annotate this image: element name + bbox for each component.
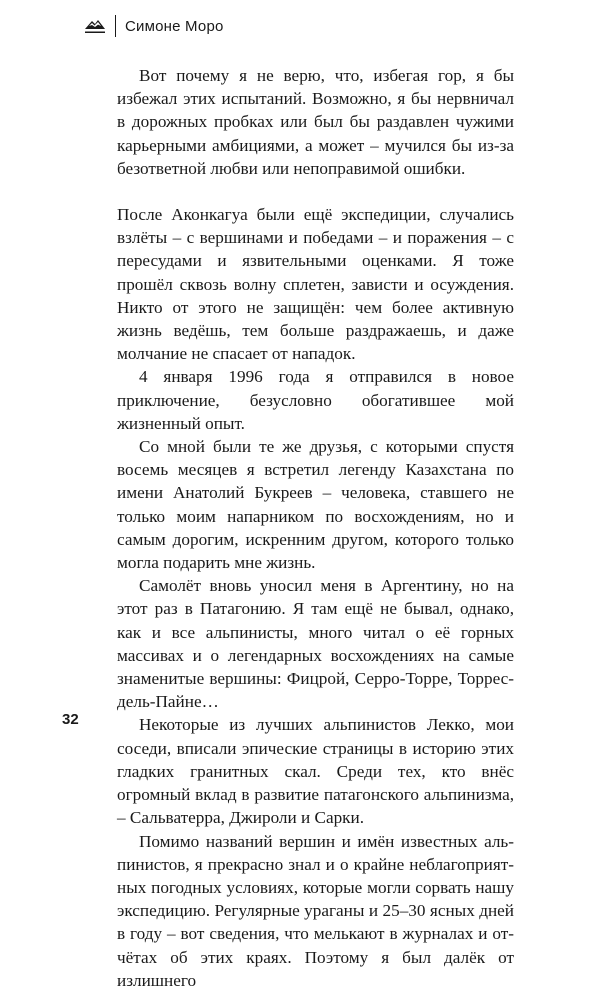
paragraph: Некоторые из лучших альпинистов Лекко, мои соседи, вписали эпические страницы в историю этих гладких гранитных скал. Среди тех, кто внёс огромный вклад в развитие патагонского альпинизма, – Сальватерра, Джироли и Сарки.	[117, 715, 514, 828]
paragraph: Со мной были те же друзья, с которыми спустя восемь месяцев я встретил легенду Казахстана по имени Анатолий Букреев – человека, ставшего не только моим напарником по восхождениям, но и самым дорогим, искренним другом, которого только могла подарить мне жизнь.	[117, 437, 514, 573]
section-break	[117, 180, 514, 203]
paragraph: После Аконкагуа были ещё экспедиции, случались взлёты – с вершинами и победами – и поражения – с пересудами и язвительными оценками. Я тоже прошёл сквозь волну сплетен, зависти и осуждения. Никто от этого не защищён: чем более активную жизнь ведёшь, тем больше раздражаешь, и даже молчание не спасает от нападок.	[117, 205, 514, 364]
mountain-logo-icon	[84, 16, 106, 36]
paragraph: 4 января 1996 года я отправился в новое приключение, безусловно обогатившее мой жизненный опыт.	[117, 367, 514, 433]
author-name: Симоне Моро	[125, 17, 224, 35]
page-body	[117, 64, 514, 992]
header-divider	[115, 15, 116, 37]
paragraph: Самолёт вновь уносил меня в Аргентину, но на этот раз в Патагонию. Я там ещё не бывал, однако, как и все альпинисты, много читал о её горных массивах и о легендарных восхождениях на самые знаменитые вершины: Фицрой, Серро-Торре, Торрес-дель-Пайне…	[117, 576, 514, 712]
paragraph: Помимо названий вершин и имён известных альпинистов, я прекрасно знал и о крайне неблагоприятных погодных условиях, которые могли сорвать нашу экспедицию. Регулярные ураганы и 25–30 ясных дней в году – вот сведения, что мелькают в журналах и отчётах об этих краях. Поэтому я был далёк от излишнего	[117, 831, 514, 990]
page-number: 32	[62, 711, 79, 728]
running-header	[84, 14, 224, 38]
paragraph: Вот почему я не верю, что, избегая гор, я бы избежал этих испытаний. Возможно, я бы нервничал в дорожных пробках или был бы раздавлен чужими карьерными амбициями, а может – мучился бы из-за безответной любви или непоправимой ошибки.	[117, 66, 514, 178]
